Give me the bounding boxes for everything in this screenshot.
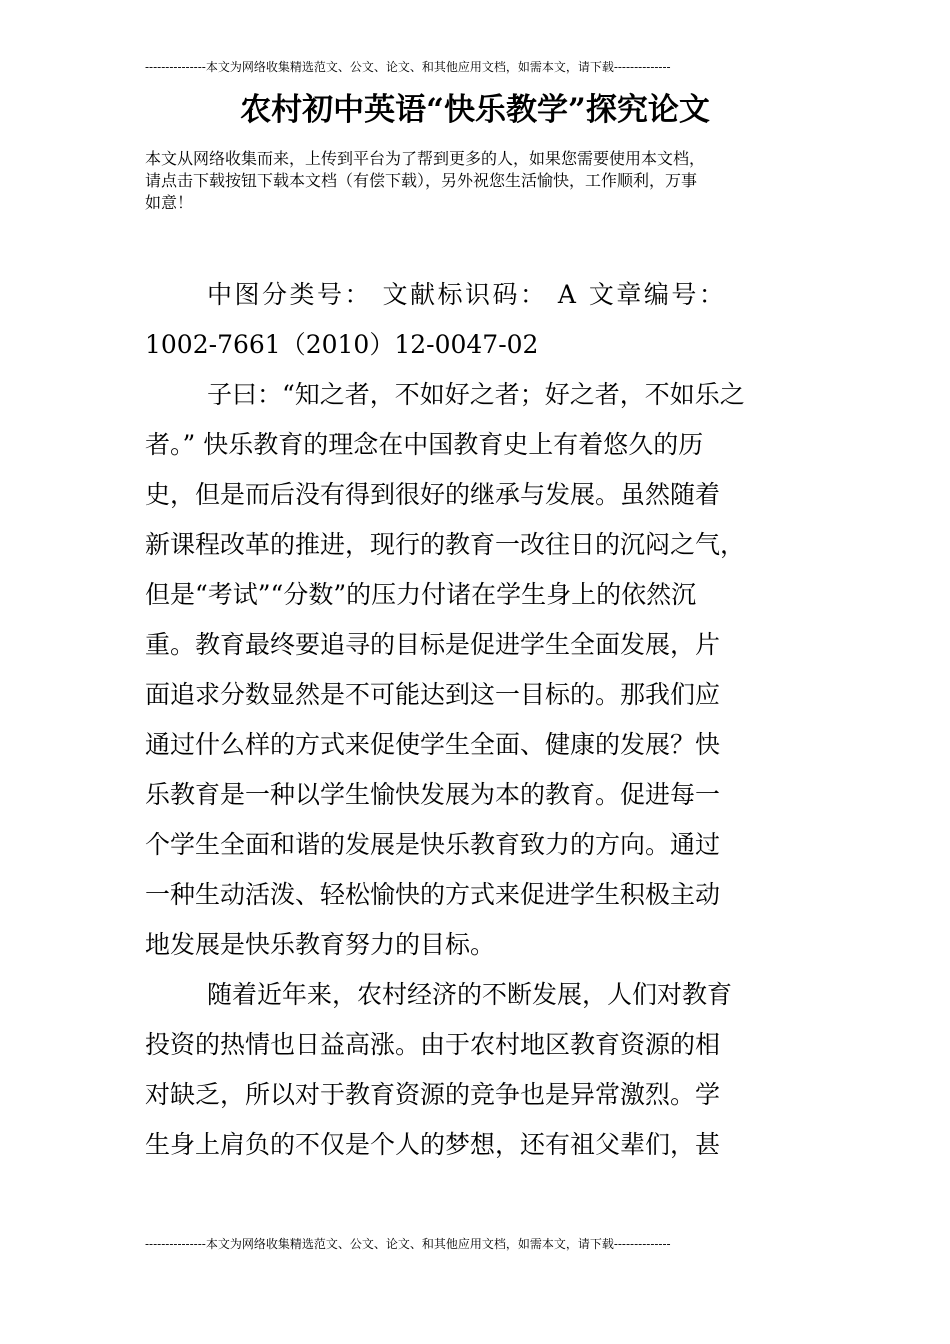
body-line: 生身上肩负的不仅是个人的梦想，还有祖父辈们，甚 (145, 1130, 721, 1159)
body-line: 地发展是快乐教育努力的目标。 (145, 930, 496, 959)
classification-line: 中图分类号： 文献标识码： A 文章编号： (207, 280, 727, 309)
body-line: 者。” 快乐教育的理念在中国教育史上有着悠久的历 (145, 430, 704, 459)
document-title: 农村初中英语“快乐教学”探究论文 (240, 92, 710, 128)
body-line: 重。教育最终要追寻的目标是促进学生全面发展，片 (145, 630, 721, 659)
body-line: 通过什么样的方式来促使学生全面、健康的发展？快 (145, 730, 721, 759)
article-number-line: 1002-7661（2010）12-0047-02 (145, 330, 539, 359)
intro-line: 如意！ (145, 193, 194, 212)
body-line: 但是“考试”“分数”的压力付诸在学生身上的依然沉 (145, 580, 697, 609)
body-line: 对缺乏，所以对于教育资源的竞争也是异常激烈。学 (145, 1080, 721, 1109)
body-line: 一种生动活泼、轻松愉快的方式来促进学生积极主动 (145, 880, 721, 909)
header-banner: ---------------本文为网络收集精选范文、公文、论文、和其他应用文档，如需本文，请下载-------------- (145, 60, 671, 74)
body-line: 随着近年来，农村经济的不断发展，人们对教育 (207, 980, 733, 1009)
body-line: 乐教育是一种以学生愉快发展为本的教育。促进每一 (145, 780, 721, 809)
body-line: 投资的热情也日益高涨。由于农村地区教育资源的相 (145, 1030, 721, 1059)
body-line: 子曰：“知之者，不如好之者；好之者，不如乐之 (207, 380, 745, 409)
article-body (145, 270, 815, 1170)
intro-line: 本文从网络收集而来，上传到平台为了帮到更多的人，如果您需要使用本文档， (145, 149, 706, 168)
body-line: 新课程改革的推进，现行的教育一改往日的沉闷之气， (145, 530, 746, 559)
intro-line: 请点击下载按钮下载本文档（有偿下载），另外祝您生活愉快，工作顺利，万事 (145, 171, 698, 190)
body-line: 史，但是而后没有得到很好的继承与发展。虽然随着 (145, 480, 721, 509)
footer-banner: ---------------本文为网络收集精选范文、公文、论文、和其他应用文档，如需本文，请下载-------------- (145, 1237, 671, 1251)
body-line: 面追求分数显然是不可能达到这一目标的。那我们应 (145, 680, 721, 709)
body-line: 个学生全面和谐的发展是快乐教育致力的方向。通过 (145, 830, 721, 859)
intro-notice (145, 148, 810, 214)
